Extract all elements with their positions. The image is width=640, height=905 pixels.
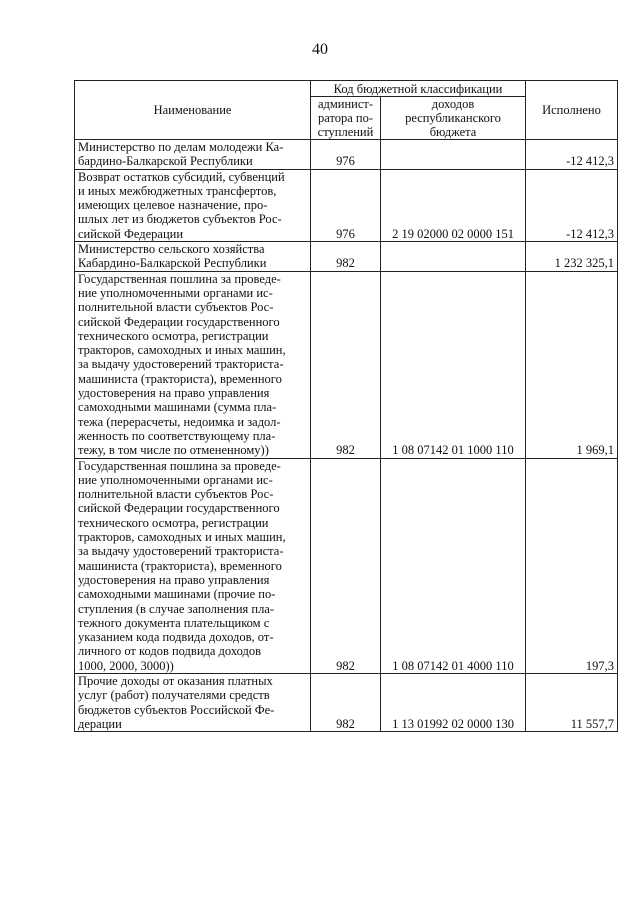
header-revenue-line: доходов — [431, 97, 475, 111]
table-row — [75, 140, 618, 170]
row-name-line: удостоверения на право управления — [78, 572, 270, 587]
header-revenue-line: республиканского — [405, 111, 501, 125]
row-name-line: и иных межбюджетных трансфертов, — [78, 183, 277, 198]
row-name-line: тракторов, самоходных и иных машин, — [78, 343, 286, 358]
row-revenue-code: 1 13 01992 02 0000 130 — [381, 673, 526, 731]
row-name-line: имеющих целевое назначение, про- — [78, 198, 268, 213]
row-amount: 1 232 325,1 — [526, 242, 618, 272]
row-name-line: полнительной власти субъектов Рос- — [78, 300, 274, 315]
row-name — [75, 169, 311, 241]
row-revenue-code — [381, 140, 526, 170]
row-admin-code: 976 — [311, 140, 381, 170]
row-name-line: сийской Федерации государственного — [78, 501, 280, 516]
row-amount: 11 557,7 — [526, 673, 618, 731]
row-name-line: ние уполномоченными органами ис- — [78, 472, 273, 487]
row-name-line: машиниста (тракториста), временного — [78, 558, 282, 573]
row-name-line: 1000, 2000, 3000)) — [78, 658, 174, 673]
row-name-line: шлых лет из бюджетов субъектов Рос- — [78, 212, 282, 227]
header-admin-code — [311, 97, 381, 140]
header-budget-classification-code: Код бюджетной классификации — [311, 81, 526, 97]
row-name-line: тежу, в том числе по отмененному)) — [78, 443, 269, 458]
row-name-line: ние уполномоченными органами ис- — [78, 285, 273, 300]
row-name-line: Государственная пошлина за проведе- — [78, 271, 281, 286]
row-revenue-code: 2 19 02000 02 0000 151 — [381, 169, 526, 241]
table-row — [75, 673, 618, 731]
row-name — [75, 271, 311, 458]
row-name-line: Министерство по делам молодежи Ка- — [78, 140, 284, 154]
row-name-line: указанием кода подвида доходов, от- — [78, 630, 274, 645]
row-name-line: тежного документа плательщиком с — [78, 615, 270, 630]
row-admin-code: 982 — [311, 242, 381, 272]
row-name-line: Возврат остатков субсидий, субвенций — [78, 169, 285, 184]
row-name-line: бардино-Балкарской Республики — [78, 154, 253, 169]
table-row — [75, 458, 618, 673]
header-admin-line: ратора по- — [317, 111, 374, 125]
row-name-line: технического осмотра, регистрации — [78, 328, 269, 343]
row-name-line: за выдачу удостоверений тракториста- — [78, 357, 284, 372]
row-admin-code: 982 — [311, 458, 381, 673]
row-revenue-code: 1 08 07142 01 4000 110 — [381, 458, 526, 673]
header-admin-line: админист- — [317, 97, 374, 111]
row-amount: 1 969,1 — [526, 271, 618, 458]
row-name-line: за выдачу удостоверений тракториста- — [78, 544, 284, 559]
row-name-line: бюджетов субъектов Российской Фе- — [78, 702, 275, 717]
row-name-line: личного от кодов подвида доходов — [78, 644, 262, 659]
row-name-line: ступления (в случае заполнения пла- — [78, 601, 275, 616]
row-revenue-code: 1 08 07142 01 1000 110 — [381, 271, 526, 458]
row-name-line: Государственная пошлина за проведе- — [78, 458, 281, 473]
row-name-line: сийской Федерации государственного — [78, 314, 280, 329]
row-name — [75, 458, 311, 673]
row-admin-code: 976 — [311, 169, 381, 241]
row-amount: 197,3 — [526, 458, 618, 673]
table-row — [75, 271, 618, 458]
table-body — [75, 140, 618, 732]
header-revenue-line: бюджета — [429, 125, 477, 139]
header-name: Наименование — [75, 81, 311, 140]
row-name-line: женность по соответствующему пла- — [78, 428, 276, 443]
row-name-line: Прочие доходы от оказания платных — [78, 673, 273, 688]
row-name-line: полнительной власти субъектов Рос- — [78, 487, 274, 502]
row-name-line: тежа (перерасчеты, недоимка и задол- — [78, 414, 281, 429]
budget-revenue-table — [74, 80, 618, 732]
row-name-line: сийской Федерации — [78, 226, 184, 241]
table-row — [75, 169, 618, 241]
table-row — [75, 242, 618, 272]
row-name-line: удостоверения на право управления — [78, 386, 270, 401]
row-name — [75, 242, 311, 272]
row-amount: -12 412,3 — [526, 140, 618, 170]
row-name — [75, 140, 311, 170]
header-admin-line: ступлений — [317, 125, 374, 139]
row-name-line: самоходными машинами (прочие по- — [78, 587, 276, 602]
page-number: 40 — [312, 41, 328, 58]
header-executed: Исполнено — [526, 81, 618, 140]
row-name-line: самоходными машинами (сумма пла- — [78, 400, 277, 415]
row-admin-code: 982 — [311, 271, 381, 458]
header-revenue-code — [381, 97, 526, 140]
row-admin-code: 982 — [311, 673, 381, 731]
row-name-line: услуг (работ) получателями средств — [78, 688, 270, 703]
row-name-line: Министерство сельского хозяйства — [78, 242, 265, 257]
row-name-line: технического осмотра, регистрации — [78, 515, 269, 530]
row-name-line: тракторов, самоходных и иных машин, — [78, 530, 286, 545]
row-revenue-code — [381, 242, 526, 272]
row-name-line: машиниста (тракториста), временного — [78, 371, 282, 386]
row-name-line: дерации — [78, 716, 122, 731]
row-name — [75, 673, 311, 731]
row-name-line: Кабардино-Балкарской Республики — [78, 256, 267, 271]
row-amount: -12 412,3 — [526, 169, 618, 241]
